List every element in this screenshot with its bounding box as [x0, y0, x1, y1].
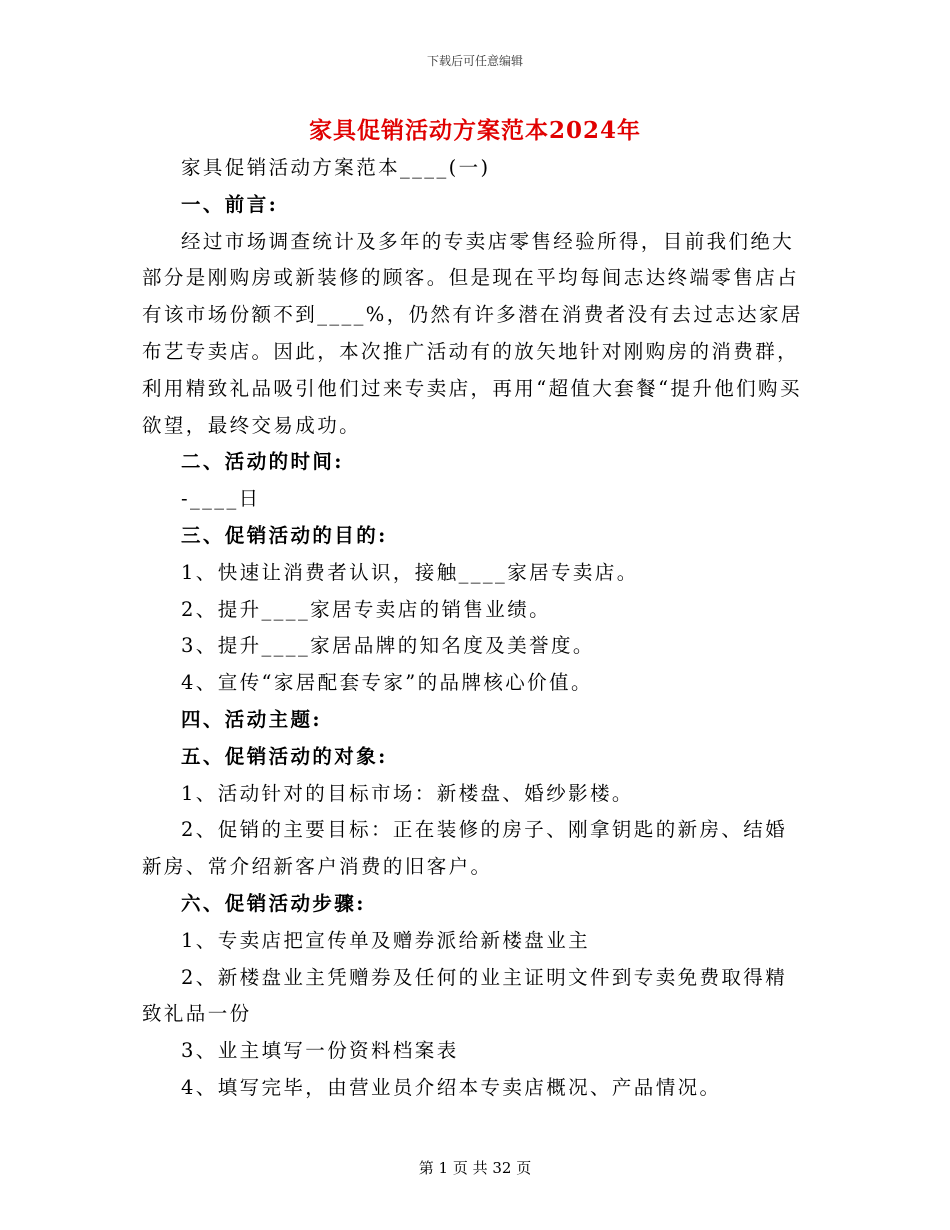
section-heading-theme: 四、活动主题: — [181, 707, 322, 731]
list-item-target-2: 2、促销的主要目标：正在装修的房子、刚拿钥匙的新房、结婚新房、常介绍新客户消费的旧客户。 — [142, 818, 788, 879]
list-item-target-1: 1、活动针对的目标市场：新楼盘、婚纱影楼。 — [181, 781, 634, 805]
document-title: 家具促销活动方案范本2024年 — [308, 117, 641, 144]
list-item-purpose-4: 4、宣传“家居配套专家”的品牌核心价值。 — [181, 671, 593, 695]
section-heading-preface: 一、前言: — [181, 192, 279, 216]
list-item-purpose-3: 3、提升____家居品牌的知名度及美誉度。 — [181, 634, 595, 658]
section-heading-time: 二、活动的时间: — [181, 450, 344, 474]
header-note: 下载后可任意编辑 — [426, 54, 523, 68]
paragraph-preface: 经过市场调查统计及多年的专卖店零售经验所得，目前我们绝大部分是刚购房或新装修的顾客。但是现在平均每间志达终端零售店占有该市场份额不到____%，仍然有许多潜在消费者没有去过志达家居布艺专卖店。因此，本次推广活动有的放矢地针对刚购房的消费群，利用精致礼品吸引他们过来专卖店，再用“超值大套餐“提升他们购买欲望，最终交易成功。 — [142, 229, 803, 437]
list-item-purpose-1: 1、快速让消费者认识，接触____家居专卖店。 — [181, 560, 639, 584]
list-item-step-1: 1、专卖店把宣传单及赠券派给新楼盘业主 — [181, 928, 591, 952]
section-heading-steps: 六、促销活动步骤: — [181, 891, 366, 915]
document-body — [142, 150, 808, 1107]
list-item-step-4: 4、填写完毕，由营业员介绍本专卖店概况、产品情况。 — [181, 1075, 722, 1099]
section-heading-purpose: 三、促销活动的目的: — [181, 523, 388, 547]
page-footer: 第 1 页 共 32 页 — [418, 1159, 532, 1177]
list-item-step-3: 3、业主填写一份资料档案表 — [181, 1039, 459, 1063]
paragraph-time: -____日 — [181, 487, 261, 511]
list-item-step-2: 2、新楼盘业主凭赠券及任何的业主证明文件到专卖免费取得精致礼品一份 — [142, 965, 788, 1026]
paragraph-subtitle: 家具促销活动方案范本____(一) — [181, 156, 491, 179]
list-item-purpose-2: 2、提升____家居专卖店的销售业绩。 — [181, 597, 552, 621]
section-heading-target: 五、促销活动的对象: — [181, 744, 388, 768]
